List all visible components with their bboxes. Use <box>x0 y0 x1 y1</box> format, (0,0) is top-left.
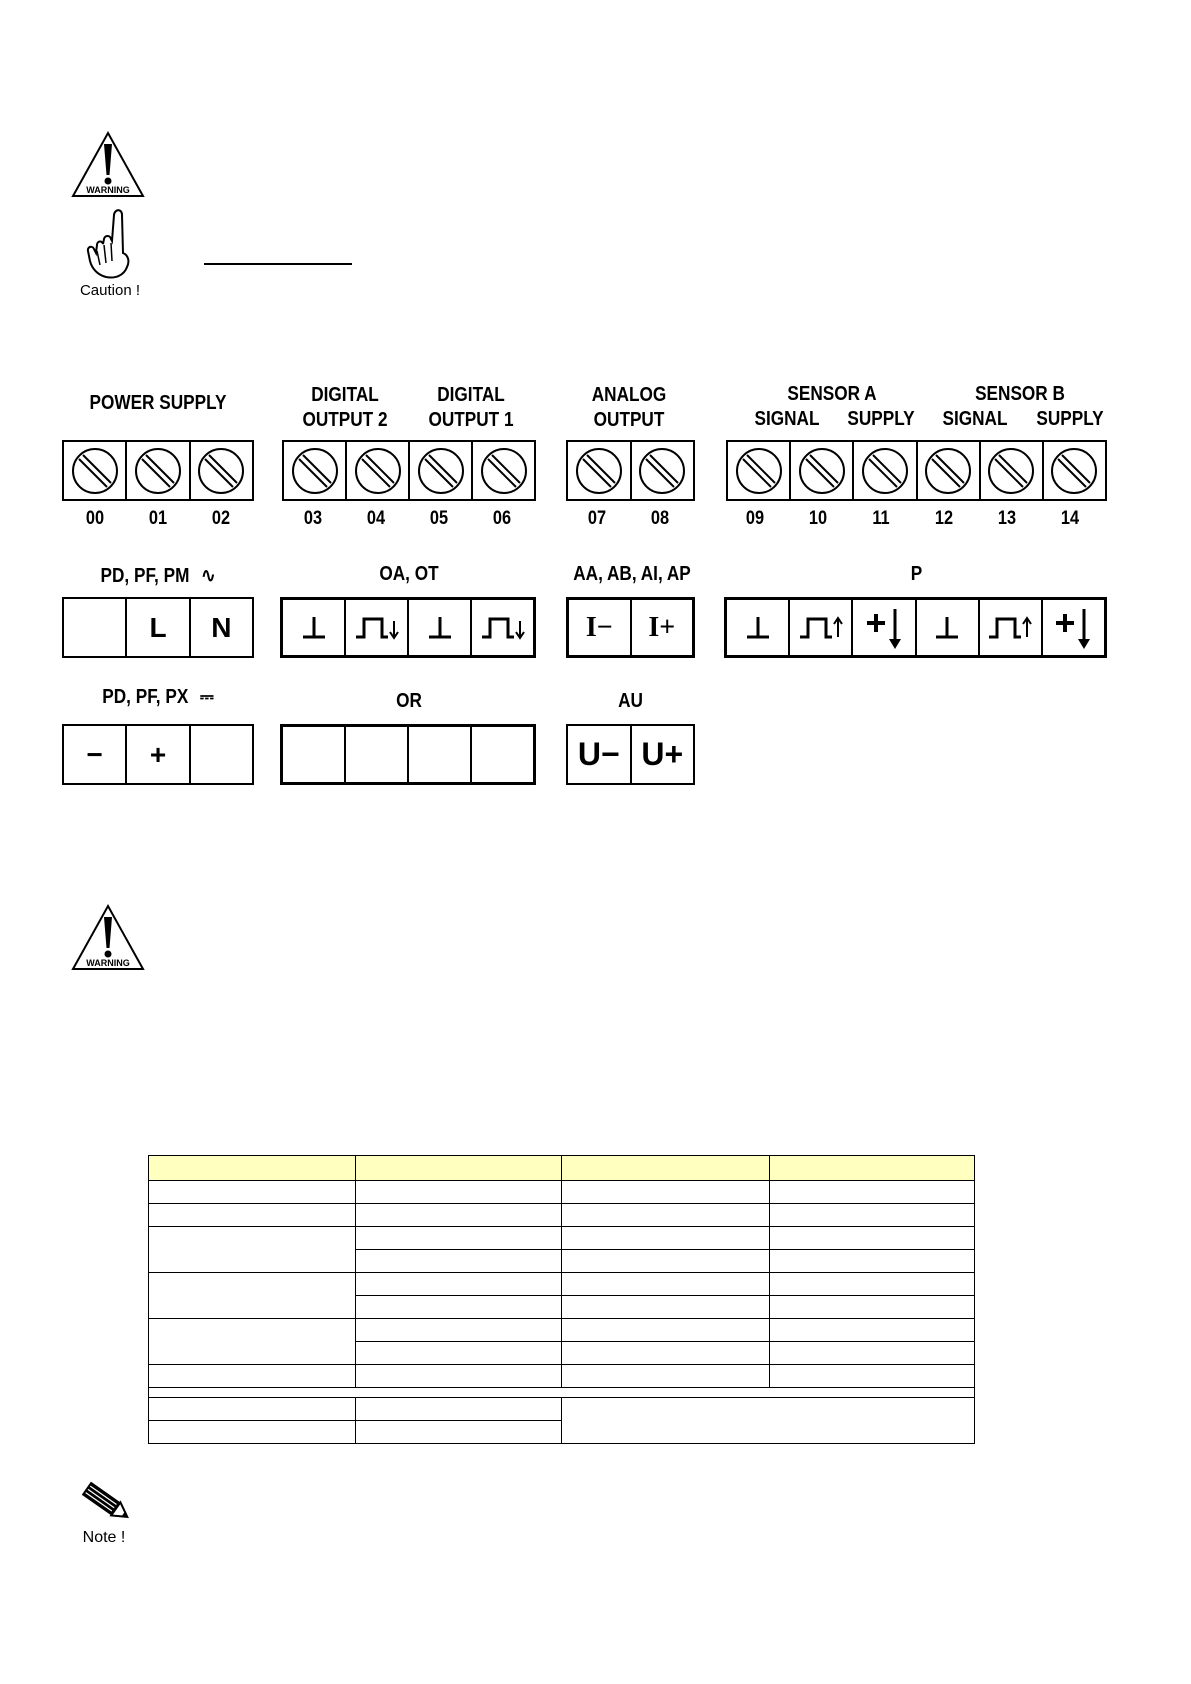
screw-terminal <box>410 442 473 499</box>
ac-cell-l: L <box>127 599 190 656</box>
pulse-in-icon <box>790 600 853 655</box>
screw-terminal <box>473 442 534 499</box>
header-digital-output-1: DIGITAL OUTPUT 1 <box>428 384 514 431</box>
screw-terminal <box>347 442 410 499</box>
pulse-out-icon <box>346 600 409 655</box>
screw-terminal <box>64 442 127 499</box>
label-dc-power: PD, PF, PX ⎓ <box>102 686 214 708</box>
label-analog-current: AA, AB, AI, AP <box>573 563 691 585</box>
table-row <box>149 1365 975 1388</box>
terminal-number: 03 <box>303 508 323 529</box>
dc-plus: + <box>127 726 190 783</box>
header-sensor-a-signal: SIGNAL <box>754 408 820 430</box>
terminal-number: 11 <box>872 508 890 529</box>
warning-icon <box>70 903 146 978</box>
caution-label: Caution ! <box>79 282 141 299</box>
terminal-number: 02 <box>211 508 231 529</box>
ac-symbol: ∿ <box>201 565 216 587</box>
ac-cell <box>64 599 127 656</box>
terminal-number: 14 <box>1060 508 1080 529</box>
variant-ac-power <box>62 597 254 658</box>
voltage-minus: U− <box>568 726 632 783</box>
header-sensor-b: SENSOR B <box>975 383 1065 405</box>
header-sensor-a: SENSOR A <box>787 383 877 405</box>
data-table <box>148 1155 975 1444</box>
table-row <box>149 1181 975 1204</box>
ground-symbol-icon <box>283 600 346 655</box>
table-row <box>149 1204 975 1227</box>
variant-analog-current <box>566 597 695 658</box>
terminal-number: 13 <box>997 508 1017 529</box>
terminal-number: 10 <box>808 508 828 529</box>
warning-label: WARNING <box>86 958 130 968</box>
table-row <box>149 1319 975 1342</box>
header-sensor-b-signal: SIGNAL <box>942 408 1008 430</box>
variant-oa-ot <box>280 597 536 658</box>
terminal-number: 05 <box>429 508 449 529</box>
terminal-number: 09 <box>745 508 765 529</box>
terminal-group-digital <box>282 440 536 501</box>
or-cell <box>346 727 409 782</box>
ac-cell-n: N <box>211 611 232 643</box>
screw-terminal <box>791 442 854 499</box>
table-header-row <box>149 1156 975 1181</box>
terminal-number: 12 <box>934 508 954 529</box>
terminal-number: 04 <box>366 508 386 529</box>
screw-terminal <box>918 442 981 499</box>
label-p: P <box>910 563 923 585</box>
screw-terminal <box>284 442 347 499</box>
or-cell <box>283 727 346 782</box>
note-label: Note ! <box>82 1529 126 1546</box>
header-power-supply: POWER SUPPLY <box>89 392 227 414</box>
or-cell <box>409 727 472 782</box>
caution-icon <box>70 205 150 299</box>
screw-terminal <box>1044 442 1105 499</box>
table-separator-row <box>149 1388 975 1398</box>
current-minus: I− <box>569 600 632 655</box>
dc-minus: − <box>64 726 127 783</box>
table-row <box>149 1398 975 1421</box>
screw-terminal <box>127 442 190 499</box>
terminal-number: 00 <box>85 508 105 529</box>
dc-symbol: ⎓ <box>199 686 214 708</box>
variant-p <box>724 597 1107 658</box>
screw-terminal <box>568 442 632 499</box>
pulse-in-icon <box>980 600 1043 655</box>
supply-plus-icon <box>853 600 916 655</box>
table-row <box>149 1227 975 1250</box>
label-or: OR <box>396 690 422 712</box>
header-sensor-b-supply: SUPPLY <box>1036 408 1104 430</box>
terminal-number: 08 <box>650 508 670 529</box>
pulse-out-icon <box>472 600 533 655</box>
label-ac-power: PD, PF, PM ∿ <box>100 565 216 587</box>
terminal-group-power <box>62 440 254 501</box>
label-au: AU <box>618 690 643 712</box>
label-oa-ot: OA, OT <box>379 563 439 585</box>
supply-plus-icon <box>1043 600 1104 655</box>
dc-cell-empty <box>191 726 252 783</box>
screw-terminal <box>981 442 1044 499</box>
ground-symbol-icon <box>409 600 472 655</box>
variant-or <box>280 724 536 785</box>
variant-dc-power <box>62 724 254 785</box>
header-sensor-a-supply: SUPPLY <box>847 408 915 430</box>
terminal-number: 07 <box>587 508 607 529</box>
ground-symbol-icon <box>917 600 980 655</box>
variant-au <box>566 724 695 785</box>
current-plus: I+ <box>648 611 676 643</box>
screw-terminal <box>191 442 252 499</box>
voltage-plus: U+ <box>641 736 684 772</box>
header-digital-output-2: DIGITAL OUTPUT 2 <box>302 384 388 431</box>
warning-icon <box>70 130 146 205</box>
or-cell <box>472 727 533 782</box>
screw-terminal <box>728 442 791 499</box>
terminal-number: 01 <box>148 508 168 529</box>
screw-terminal <box>854 442 917 499</box>
terminal-group-analog <box>566 440 695 501</box>
terminal-number: 06 <box>492 508 512 529</box>
terminal-group-sensors <box>726 440 1107 501</box>
ground-symbol-icon <box>727 600 790 655</box>
warning-label: WARNING <box>86 185 130 195</box>
table-row <box>149 1273 975 1296</box>
screw-terminal <box>632 442 694 499</box>
note-icon <box>74 1480 154 1547</box>
underline-blank <box>204 263 352 265</box>
header-analog-output: ANALOG OUTPUT <box>591 384 667 431</box>
